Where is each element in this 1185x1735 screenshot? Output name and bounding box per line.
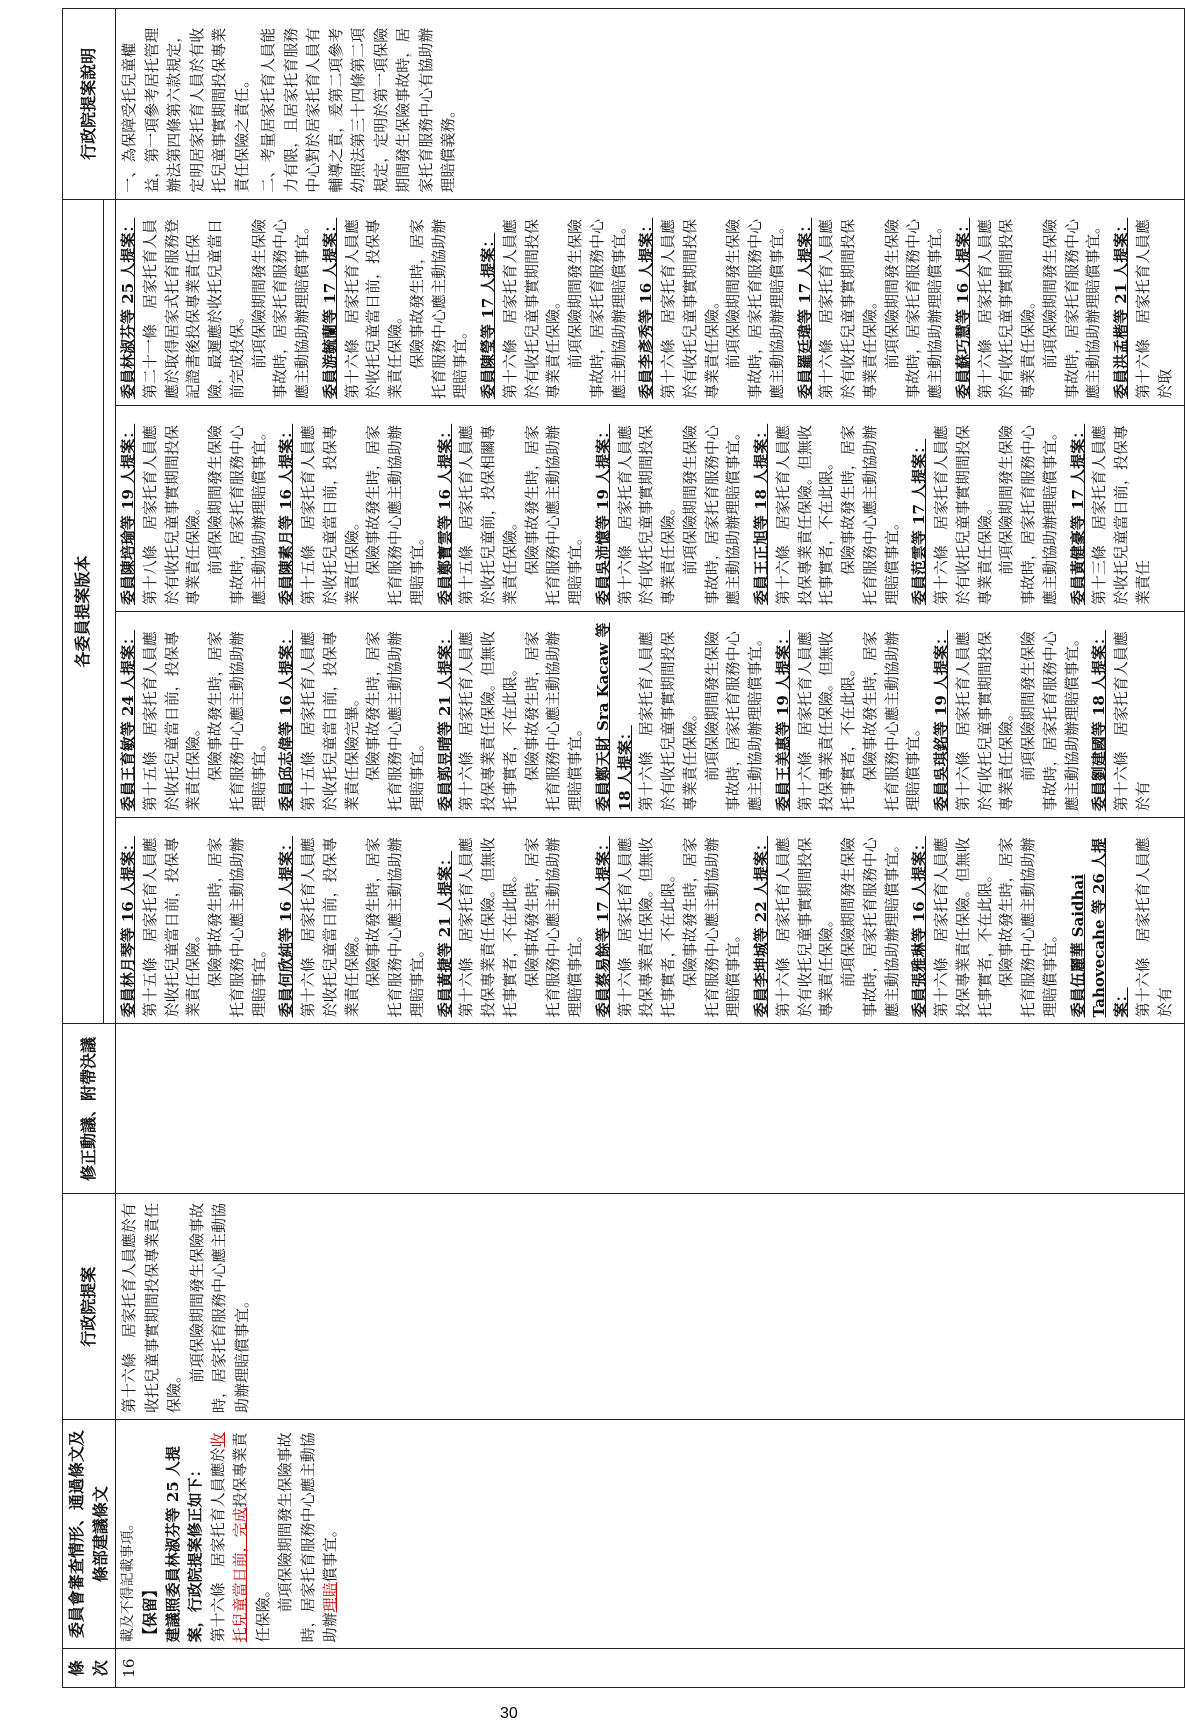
proposal-text: 第十六條 居家托育人員應於有收托兒童事實期間投保專業責任保險。 前項保險期間發生保險事故時，居家托育服務中心應主動協助辦理賠償事宜。: [975, 218, 1103, 399]
member-proposal: [118, 206, 314, 399]
proposal-text: 第十五條 居家托育人員應於收托兒童當日前，投保專業責任保險。 保險事故發生時，居家托育服務中心應主動協助辦理賠事宜。: [140, 631, 268, 812]
proposer-name: 委員羅廷瑋等 17 人提案：: [795, 217, 814, 399]
member-proposal: [931, 618, 1083, 811]
review-cell: [116, 1419, 1185, 1648]
proposal-text: 第十六條 居家托育人員應投保專業責任保險。但無收托事實者，不在此限。 保險事故發生時，居家托育服務中心應主動協助辦理賠償事宜。: [457, 631, 584, 812]
explain-cell: [116, 9, 1185, 200]
proposal-text: 第十五條 居家托育人員應於收托兒童前，投保相關專業責任保險。 保險事故發生時，居家托育服務中心應主動協助辦理賠事宜。: [457, 425, 584, 606]
member-proposal: [1068, 412, 1155, 605]
proposer-name: 委員邱志偉等 16 人提案：: [277, 629, 296, 812]
member-proposal: [1089, 618, 1154, 811]
review-lead: 建議照委員林淑芬等 25 人提案，行政院提案修正如下：: [163, 1446, 204, 1643]
proposal-text: 第十五條 居家托育人員應於收托兒童當日前，投保專業責任保險。 保險事故發生時，居家托育服務中心應主動協助辦理賠事宜。: [299, 425, 426, 606]
proposer-name: 委員王美惠等 19 人提案：: [773, 629, 792, 812]
member-proposal: [118, 412, 270, 605]
member-proposal: [593, 824, 745, 1017]
proposer-name: 委員黃捷等 21 人提案：: [435, 851, 454, 1018]
member-proposal: [435, 412, 587, 605]
members-col-2: [116, 612, 1185, 818]
proposer-name: 委員洪孟楷等 21 人提案：: [1112, 217, 1130, 399]
proposal-text: 第二十一條 居家托育人員應於取得居家式托育服務登記證書後投保專業責任保險，最遲應於收托兒童當日前完成投保。 前項保險期間發生保險事故時，居家托育服務中心應主動協助辦理賠償事宜。: [140, 218, 311, 399]
member-proposal: [593, 412, 745, 605]
member-proposal: [953, 206, 1105, 399]
explain-item: 一、為保障受托兒童權益，第一項參考居托管理辦法第四條第六款規定，定明居家托育人員於有收托兒童事實期間投保專業責任保險之責任。: [120, 27, 251, 193]
proposer-name: 委員蔡易餘等 17 人提案：: [593, 836, 612, 1018]
header-review: 委員會審查情形、通過條文及條部建議條文: [63, 1419, 116, 1648]
header-explain: 行政院提案說明: [63, 9, 116, 200]
member-proposal: [909, 824, 1061, 1017]
header-amend: 修正動議、附帶決議: [63, 1024, 116, 1194]
members-col-1: [116, 818, 1185, 1024]
proposal-text: 第十六條 居家托育人員應投保專業責任保險。但無收托事實者，不在此限。 保險事故發生時，居家托育服務中心應主動協助辦理賠償事宜。: [615, 837, 743, 1018]
proposal-text: 第十六條 居家托育人員應投保專業責任保險。但無收托事實者，不在此限。 保險事故發生時，居家托育服務中心應主動協助辦理賠償事宜。: [457, 837, 584, 1018]
proposer-name: 委員何欣純等 16 人提案：: [277, 836, 296, 1018]
member-proposal: [276, 824, 428, 1017]
proposer-name: 委員鄭寶雲等 16 人提案：: [435, 423, 454, 606]
proposal-text: 第十五條 居家托育人員應於收托兒童當日前，投保專業責任保險。 保險事故發生時，居家托育服務中心應主動協助辦理賠事宜。: [140, 837, 268, 1018]
amend-cell: [116, 1024, 1185, 1194]
proposal-text: 第十六條 居家托育人員應投保專業責任保險。但無收托事實者，不在此限。 保險事故發生時，居家托育服務中心應主動協助辦理賠償事宜。: [795, 631, 923, 812]
proposal-text: 第十六條 居家托育人員應於取: [1133, 218, 1174, 399]
members-col-4: [116, 199, 1185, 405]
proposer-name: 委員林淑芬等 25 人提案：: [119, 217, 137, 399]
member-proposal: [751, 824, 903, 1017]
review-tag: 【保留】: [141, 1582, 159, 1643]
header-exec: 行政院提案: [63, 1194, 116, 1419]
proposer-name: 委員王正旭等 18 人提案：: [752, 423, 770, 606]
proposal-text: 第十六條 居家托育人員應於有收托兒童事實期間投保專業責任保險。 前項保險期間發生保險事故時，居家托育服務中心應主動協助辦理賠償事宜。: [932, 425, 1059, 606]
proposal-text: 第十六條 居家托育人員應於有收托兒童事實期間投保專業責任保險。 前項保險期間發生保險事故時，居家托育服務中心應主動協助辦理賠償事宜。: [615, 425, 743, 606]
member-proposal: [636, 206, 788, 399]
member-proposal: [751, 412, 903, 605]
member-proposal: [118, 824, 270, 1017]
header-members: 各委員提案版本: [63, 199, 104, 1024]
proposal-text: 第十六條 居家托育人員應於有收托兒童事實期間投保專業責任保險。 前項保險期間發生保險事故時，居家托育服務中心應主動協助辦理賠償事宜。: [953, 631, 1081, 812]
proposer-name: 委員伍麗華 Saidhai Tahovecahe 等 26 人提案：: [1068, 837, 1130, 1018]
explain-item: 二、考量居家托育人員能力有限，且居家托育服務中心對於居家托育人員有輔導之責，爰第二項參考幼照法第三十四條第二項規定，定明於第一項保險期間發生保險事故時，居家托育服務中心有協助辦理賠償義務。: [259, 27, 457, 193]
page-number: 30: [500, 1705, 518, 1722]
proposal-text: 第十八條 居家托育人員應於有收托兒童事實期間投保專業責任保險。 前項保險期間發生保險事故時，居家托育服務中心應主動協助辦理賠償事宜。: [140, 425, 268, 606]
proposal-text: 第十六條 居家托育人員應投保專業責任保險。但無收托事實者，不在此限。 保險事故發生時，居家托育服務中心應主動協助辦理賠償事宜。: [932, 837, 1059, 1018]
member-proposal: [773, 618, 925, 811]
explain-list: [118, 15, 460, 193]
proposer-name: 委員劉建國等 18 人提案：: [1090, 629, 1109, 812]
review-red-insert-1: 收托兒童當日前，完成: [208, 1432, 249, 1643]
proposer-name: 委員黃健豪等 17 人提案：: [1068, 423, 1087, 606]
proposal-text: 第十六條 居家托育人員應於收托兒童當日前，投保專業責任保險。 保險事故發生時，居家托育服務中心應主動協助辦理賠事宜。: [299, 837, 426, 1018]
member-proposal: [593, 618, 767, 811]
proposal-text: 第十六條 居家托育人員應於有: [1112, 631, 1152, 812]
review-red-insert-2: 理賠: [321, 1582, 339, 1613]
proposal-text: 第十五條 居家托育人員應於收托兒童當日前，投保專業責任保險完畢。 保險事故發生時，居家托育服務中心應主動協助辦理賠事宜。: [299, 631, 426, 812]
proposer-name: 委員張雅琳等 16 人提案：: [910, 836, 929, 1018]
header-article: 條次: [63, 1649, 116, 1688]
proposer-name: 委員游毓蘭等 17 人提案：: [320, 217, 339, 399]
member-proposal: [276, 412, 428, 605]
proposal-text: 第十六條 居家托育人員應於有收托兒童事實期間投保專業責任保險。 前項保險期間發生保險事故時，居家托育服務中心應主動協助辦理賠償事宜。: [817, 218, 944, 399]
member-proposal: [909, 412, 1061, 605]
proposal-text: 第十六條 居家托育人員應於收托兒童當日前，投保專業責任保險。 保險事故發生時，居家托育服務中心應主動協助辦理賠事宜。: [342, 218, 470, 399]
rotated-table-page: [62, 8, 1174, 1688]
member-proposal: [320, 206, 472, 399]
member-proposal: [276, 618, 428, 811]
member-proposal: [1111, 206, 1176, 399]
proposer-name: 委員范雲等 17 人提案：: [910, 438, 929, 606]
proposer-name: 委員李坤城等 22 人提案：: [752, 836, 770, 1018]
proposer-name: 委員陳瑩等 17 人提案：: [479, 232, 497, 399]
proposer-name: 委員陳培瑜等 19 人提案：: [119, 423, 137, 606]
proposer-name: 委員鄭天財 Sra Kacaw 等 18 人提案：: [593, 622, 634, 812]
proposal-text: 第十六條 居家托育人員應於有收托兒童事實期間投保專業責任保險。 前項保險期間發生保險事故時，居家托育服務中心應主動協助辦理賠償事宜。: [500, 218, 628, 399]
member-proposal: [435, 618, 587, 811]
proposer-name: 委員吳琪銘等 19 人提案：: [932, 629, 950, 812]
proposer-name: 委員郭昱晴等 21 人提案：: [435, 629, 454, 812]
member-proposal: [435, 824, 587, 1017]
proposer-name: 委員吳沛憶等 19 人提案：: [593, 423, 612, 606]
article-number: 16: [116, 1649, 1185, 1688]
review-note: 載及不得記載事項。: [120, 1516, 136, 1643]
members-col-3: [116, 405, 1185, 611]
proposer-name: 委員王育敏等 24 人提案：: [119, 629, 137, 812]
proposal-text: 第十六條 居家托育人員應於有: [1133, 837, 1174, 1018]
review-article-para1: 第十六條 居家托育人員應於收托兒童當日前，完成投保專業責任保險。: [208, 1432, 272, 1643]
exec-text: 第十六條 居家托育人員應於有收托兒童事實期間投保專業責任保險。 前項保險期間發生保險事故時，居家托育服務中心應主動協助辦理賠償事宜。: [120, 1202, 251, 1413]
member-proposal: [795, 206, 947, 399]
proposer-name: 委員蘇巧慧等 16 人提案：: [953, 217, 972, 399]
proposer-name: 委員李彥秀等 16 人提案：: [637, 217, 656, 399]
proposer-name: 委員林月琴等 16 人提案：: [119, 836, 137, 1018]
proposer-name: 委員陳素月等 16 人提案：: [277, 423, 296, 606]
proposal-text: 第十三條 居家托育人員應於收托兒童當日前，投保專業責任: [1090, 425, 1152, 606]
proposal-text: 第十六條 居家托育人員應於有收托兒童事實期間投保專業責任保險。 前項保險期間發生保險事故時，居家托育服務中心應主動協助辦理賠償事宜。: [773, 837, 901, 1018]
member-proposal: [478, 206, 630, 399]
proposal-text: 第十六條 居家托育人員應於有收托兒童事實期間投保專業責任保險。 前項保險期間發生保險事故時，居家托育服務中心應主動協助辦理賠償事宜。: [637, 631, 764, 812]
member-proposal: [118, 618, 270, 811]
proposal-text: 第十六條 居家托育人員應投保專業責任保險。但無收托事實者，不在此限。 保險事故發生時，居家托育服務中心應主動協助辦理賠償事宜。: [773, 425, 901, 606]
review-article-para2: 前項保險期間發生保險事故時，居家托育服務中心應主動協助辦理賠償事宜。: [276, 1432, 339, 1643]
proposal-text: 第十六條 居家托育人員應於有收托兒童事實期間投保專業責任保險。 前項保險期間發生保險事故時，居家托育服務中心應主動協助辦理賠償事宜。: [659, 218, 786, 399]
comparison-table: [62, 8, 1185, 1688]
exec-cell: [116, 1194, 1185, 1419]
member-proposal: [1068, 824, 1177, 1017]
